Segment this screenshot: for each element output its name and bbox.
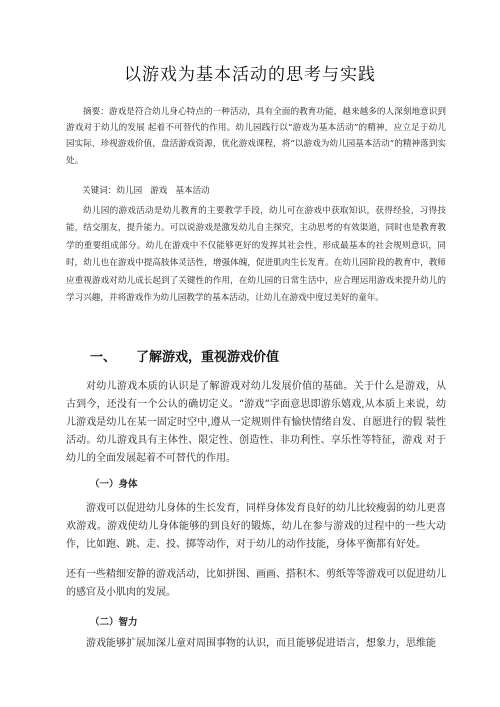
body-paragraph: 游戏可以促进幼儿身体的生长发育，同样身体发育良好的幼儿比较瘦弱的幼儿更喜欢游戏。游戏使幼儿身体能够的到良好的锻炼，幼儿在参与游戏的过程中的一些大动作，比如跑、跳、走、投、掷等动作，对于幼儿的动作技能，身体平衡都有好处。 [66,503,446,550]
section-heading [90,346,279,365]
body-paragraph: 还有一些精细安静的游戏活动，比如拼图、画画、搭积木、剪纸等等游戏可以促进幼儿的感官及小肌肉的发展。 [66,569,446,598]
body-paragraph: 游戏能够扩展加深儿童对周围事物的认识，而且能够促进语言，想象力，思维能 [86,638,436,649]
keyword: 基本活动 [175,186,210,196]
section-number: 一、 [90,350,117,365]
keyword: 幼儿园 [116,186,143,196]
intro-paragraph: 幼儿园的游戏活动是幼儿教育的主要教学手段，幼儿可在游戏中获取知识，获得经验，习得技能，结交朋友，提升能力。可以说游戏是激发幼儿自主探究，主动思考的有效渠道，同时也是教育教学的重要组成部分。幼儿在游戏中不仅能够更好的发挥其社会性，形成最基本的社会规则意识，同时，幼儿也在游戏中提高肢体灵活性，增强体魄，促进肌肉生长发育。在幼儿园阶段的教育中，教师应重视游戏对幼儿成长起到了关键性的作用，在幼儿园的日常生活中，应合理运用游戏来提升幼儿的学习兴趣，并将游戏作为幼儿园教学的基本活动，让幼儿在游戏中度过美好的童年。 [66,206,446,304]
keyword: 游戏 [150,186,168,196]
section-paragraph: 对幼儿游戏本质的认识是了解游戏对幼儿发展价值的基础。关于什么是游戏，从 古到今，还没有一个公认的确切定义。“游戏”字面意思即游乐嬉戏,从本质上来说，幼儿游戏是幼儿在某一固定时空中,遵从一定规则伴有愉快情绪自发、自愿进行的假 装性活动。幼儿游戏具有主体性、限定性、创造性、非功利性、享乐性等特征，游戏 对于幼儿的全面发展起着不可替代的作用。 [66,381,446,464]
abstract-paragraph: 摘要：游戏是符合幼儿身心特点的一种活动，具有全面的教育功能，越来越多的人深刻地意识到游戏对于幼儿的发展 起着不可替代的作用。幼儿园践行以“游戏为基本活动”的精神，应立足于幼儿园实际，珍视游戏价值，盘活游戏资源，优化游戏课程，将“以游戏为幼儿园基本活动”的精神落到实处。 [66,107,446,166]
subsection-heading-intelligence: （二）智力 [90,617,138,628]
section-title: 了解游戏，重视游戏价值 [136,350,280,365]
page-title: 以游戏为基本活动的思考与实践 [124,65,376,85]
keywords-label: 关键词： [82,186,117,196]
subsection-heading-body: （一）身体 [90,479,138,490]
keywords-line [82,184,218,198]
